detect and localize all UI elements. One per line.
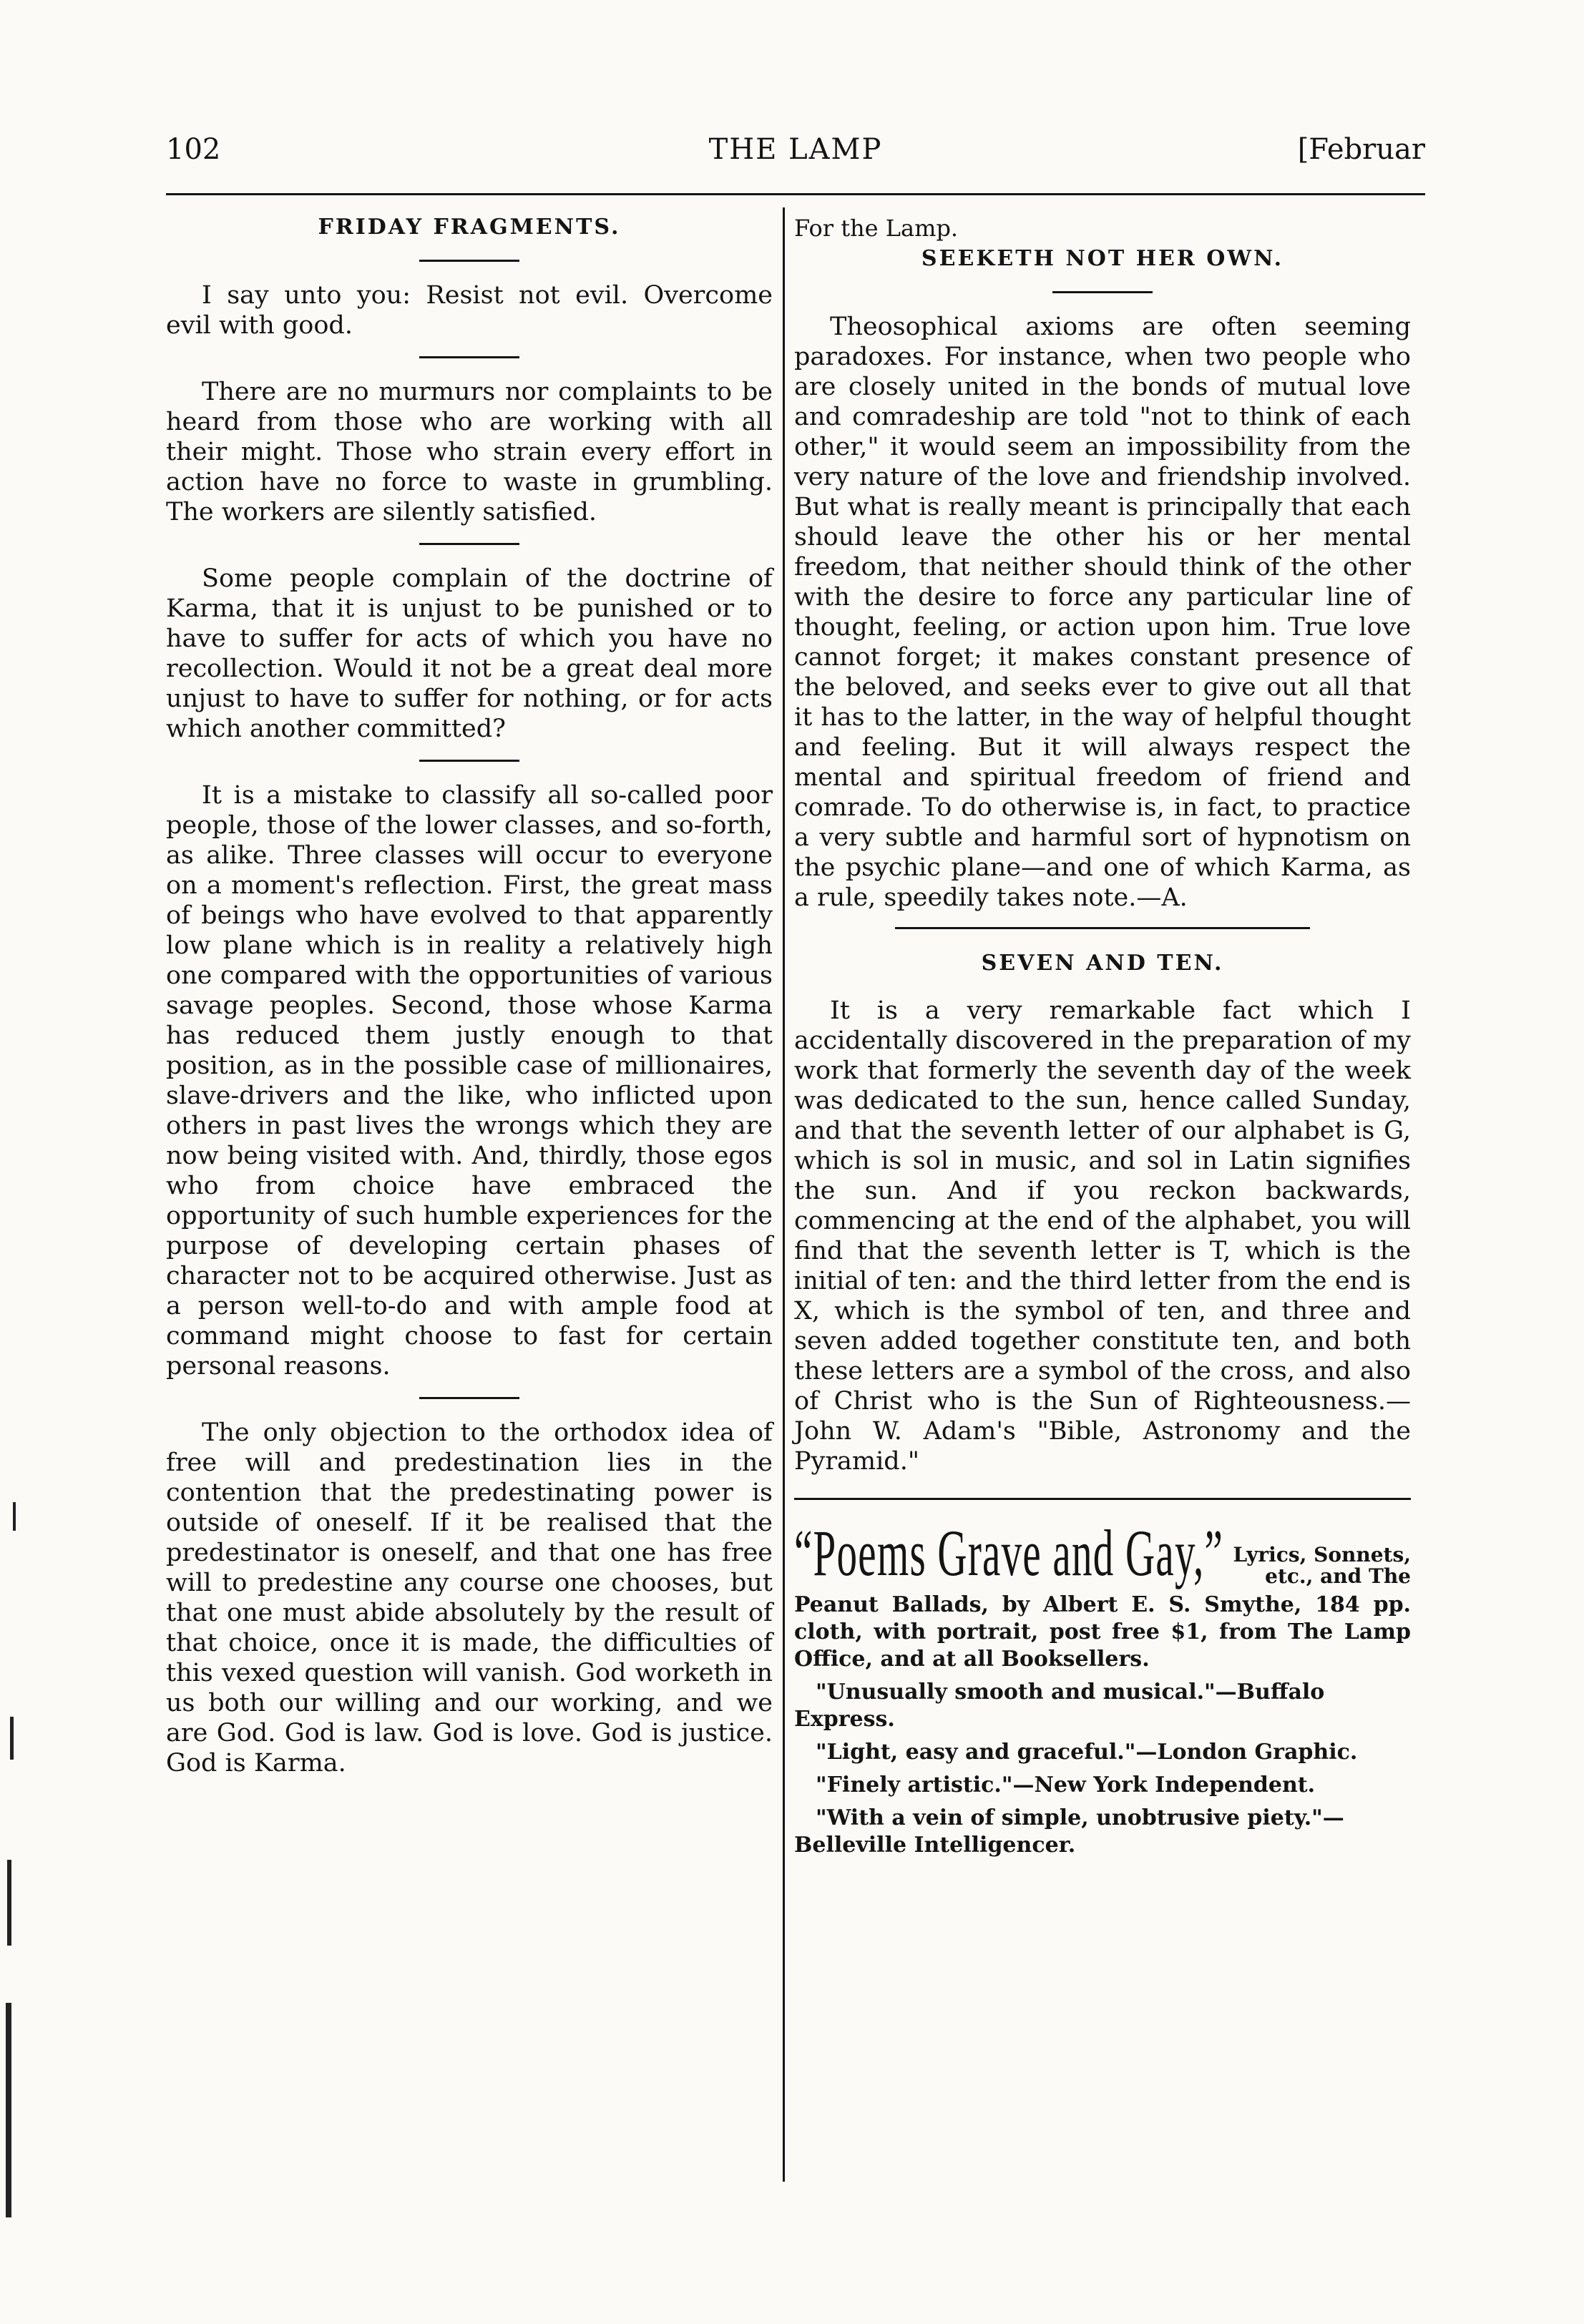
attribution-line: For the Lamp.	[794, 215, 959, 242]
article-body: Theosophical axioms are often seeming paradoxes. For instance, when two people who are closely united in the bonds of mutual love and comradeship are told "not to think of each other," it would seem an impossibility from the very nature of the love and friendship involved. But what is really meant is principally that each should leave the other his or her mental freedom, that neither should think of the other with the desire to force any particular line of thought, feeling, or action upon him. True love cannot forget; it makes constant presence of the beloved, and seeks ever to give out all that it has to the latter, in the way of helpful thought and feeling. But it will always respect the mental and spiritual freedom of friend and comrade. To do otherwise is, in fact, to practice a very subtle and harmful sort of hypnotism on the psychic plane—and one of which Karma, as a rule, speedily takes note.—A.	[794, 313, 1411, 912]
advertisement-text: Peanut Ballads, by Albert E. S. Smythe, 184 pp. cloth, with portrait, post free $1, from The Lamp Office, and at all Booksellers.	[794, 1592, 1411, 1672]
header-rule	[166, 193, 1425, 195]
section-rule	[419, 1397, 519, 1399]
article-body: It is a very remarkable fact which I accidentally discovered in the preparation of my work that formerly the seventh day of the week was dedicated to the sun, hence called Sunday, and that the seventh letter of our alphabet is G, which is sol in music, and sol in Latin signifies the sun. And if you reckon backwards, commencing at the end of the alphabet, you will find that the seventh letter is T, which is the initial of ten: and the third letter from the end is X, which is the symbol of ten, and three and seven added together constitute ten, and both these letters are a symbol of the cross, and also of Christ who is the Sun of Righteousness.—John W. Adam's "Bible, Astronomy and the Pyramid."	[794, 996, 1411, 1476]
fragment-paragraph: The only objection to the orthodox idea of free will and predestination lies in the contention that the predestinating power is outside of oneself. If it be realised that the predestinator is oneself, and that one has free will to predestine any course one chooses, but that one must abide absolutely by the result of that choice, once it is made, the difficulties of this vexed question will vanish. God worketh in us both our willing and our working, and we are God. God is law. God is love. God is justice. God is Karma.	[166, 1418, 773, 1778]
review-quote: "Light, easy and graceful."—London Graphic.	[816, 1740, 1358, 1765]
advertisement-title: “Poems Grave and Gay,”	[794, 1516, 1224, 1589]
advertisement-subtitle: Lyrics, Sonnets, etc., and The	[1233, 1543, 1411, 1588]
left-column	[166, 215, 773, 1778]
column-divider	[783, 207, 785, 2182]
section-rule	[419, 543, 519, 545]
fragment-paragraph: I say unto you: Resist not evil. Overcome evil with good.	[166, 281, 773, 340]
article-heading: FRIDAY FRAGMENTS.	[318, 215, 621, 240]
section-rule	[419, 760, 519, 762]
scan-edge-marks	[0, 0, 43, 2324]
advertisement	[794, 1498, 1411, 1859]
page-number: 102	[166, 133, 221, 166]
heading-rule	[1052, 291, 1153, 293]
page-header	[166, 133, 1425, 176]
fragment-paragraph: Some people complain of the doctrine of Karma, that it is unjust to be punished or to have to suffer for acts of which you have no recollection. Would it not be a great deal more unjust to have to suffer for nothing, or for acts which another committed?	[166, 564, 773, 743]
article-separator	[895, 927, 1310, 929]
right-column	[794, 215, 1411, 1865]
publication-title: THE LAMP	[708, 133, 883, 166]
review-quote: "Unusually smooth and musical."—Buffalo Express.	[794, 1680, 1325, 1732]
review-quote: "Finely artistic."—New York Independent.	[816, 1773, 1316, 1798]
article-heading: SEVEN AND TEN.	[981, 951, 1224, 976]
advertisement-headline-row	[794, 1516, 1411, 1589]
fragment-paragraph: It is a mistake to classify all so-called poor people, those of the lower classes, and so-forth, as alike. Three classes will occur to everyone on a moment's reflection. First, the great mass of beings who have evolved to that apparently low plane which is in reality a relatively high one compared with the opportunities of various savage peoples. Second, those whose Karma has reduced them justly enough to that position, as in the possible case of millionaires, slave-drivers and the like, who inflicted upon others in past lives the wrongs which they are now being visited with. And, thirdly, those egos who from choice have embraced the opportunity of such humble experiences for the purpose of developing certain phases of character not to be acquired otherwise. Just as a person well-to-do and with ample food at command might choose to fast for certain personal reasons.	[166, 781, 773, 1381]
review-quote: "With a vein of simple, unobtrusive piety."—Belleville Intelligencer.	[794, 1805, 1344, 1858]
article-heading: SEEKETH NOT HER OWN.	[921, 246, 1284, 271]
heading-rule	[419, 260, 519, 262]
section-rule	[419, 356, 519, 358]
issue-month: [Februar	[1297, 133, 1425, 166]
fragment-paragraph: There are no murmurs nor complaints to be heard from those who are working with all their might. Those who strain every effort in action have no force to waste in grumbling. The workers are silently satisfied.	[166, 378, 773, 526]
advertisement-rule	[794, 1498, 1411, 1500]
